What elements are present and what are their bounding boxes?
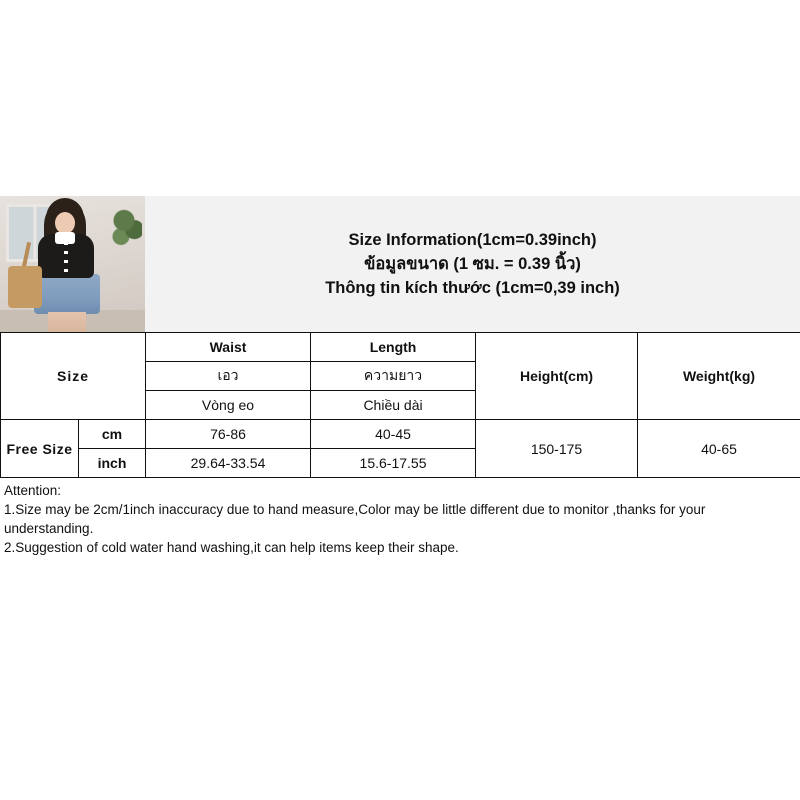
length-inch-value: 15.6-17.55 [311,449,476,478]
table-row [1,420,800,449]
title-english: Size Information(1cm=0.39inch) [348,231,597,249]
row-unit-cm: cm [79,420,146,449]
attention-block [0,478,800,557]
height-value: 150-175 [476,420,638,478]
length-cm-value: 40-45 [311,420,476,449]
waist-header-en: Waist [146,333,311,362]
table-row [1,333,800,362]
header-band [0,196,800,332]
waist-header-vi: Vòng eo [146,391,311,420]
product-photo [0,196,145,332]
size-header-cell: Size [1,333,146,420]
waist-header-th: เอว [146,362,311,391]
attention-line-1: 1.Size may be 2cm/1inch inaccuracy due to hand measure,Color may be little different due to monitor ,thanks for your understanding. [4,502,706,536]
row-size-label: Free Size [1,420,79,478]
weight-header: Weight(kg) [638,333,800,420]
title-block [145,196,800,332]
size-chart-sheet [0,196,800,592]
row-unit-inch: inch [79,449,146,478]
height-header: Height(cm) [476,333,638,420]
length-header-vi: Chiều dài [311,391,476,420]
waist-inch-value: 29.64-33.54 [146,449,311,478]
attention-title: Attention: [4,483,62,498]
weight-value: 40-65 [638,420,800,478]
title-thai: ข้อมูลขนาด (1 ซม. = 0.39 นิ้ว) [364,255,581,273]
length-header-en: Length [311,333,476,362]
size-table [0,332,800,478]
waist-cm-value: 76-86 [146,420,311,449]
attention-line-2: 2.Suggestion of cold water hand washing,it can help items keep their shape. [4,540,459,555]
length-header-th: ความยาว [311,362,476,391]
title-vietnamese: Thông tin kích thước (1cm=0,39 inch) [325,279,620,297]
